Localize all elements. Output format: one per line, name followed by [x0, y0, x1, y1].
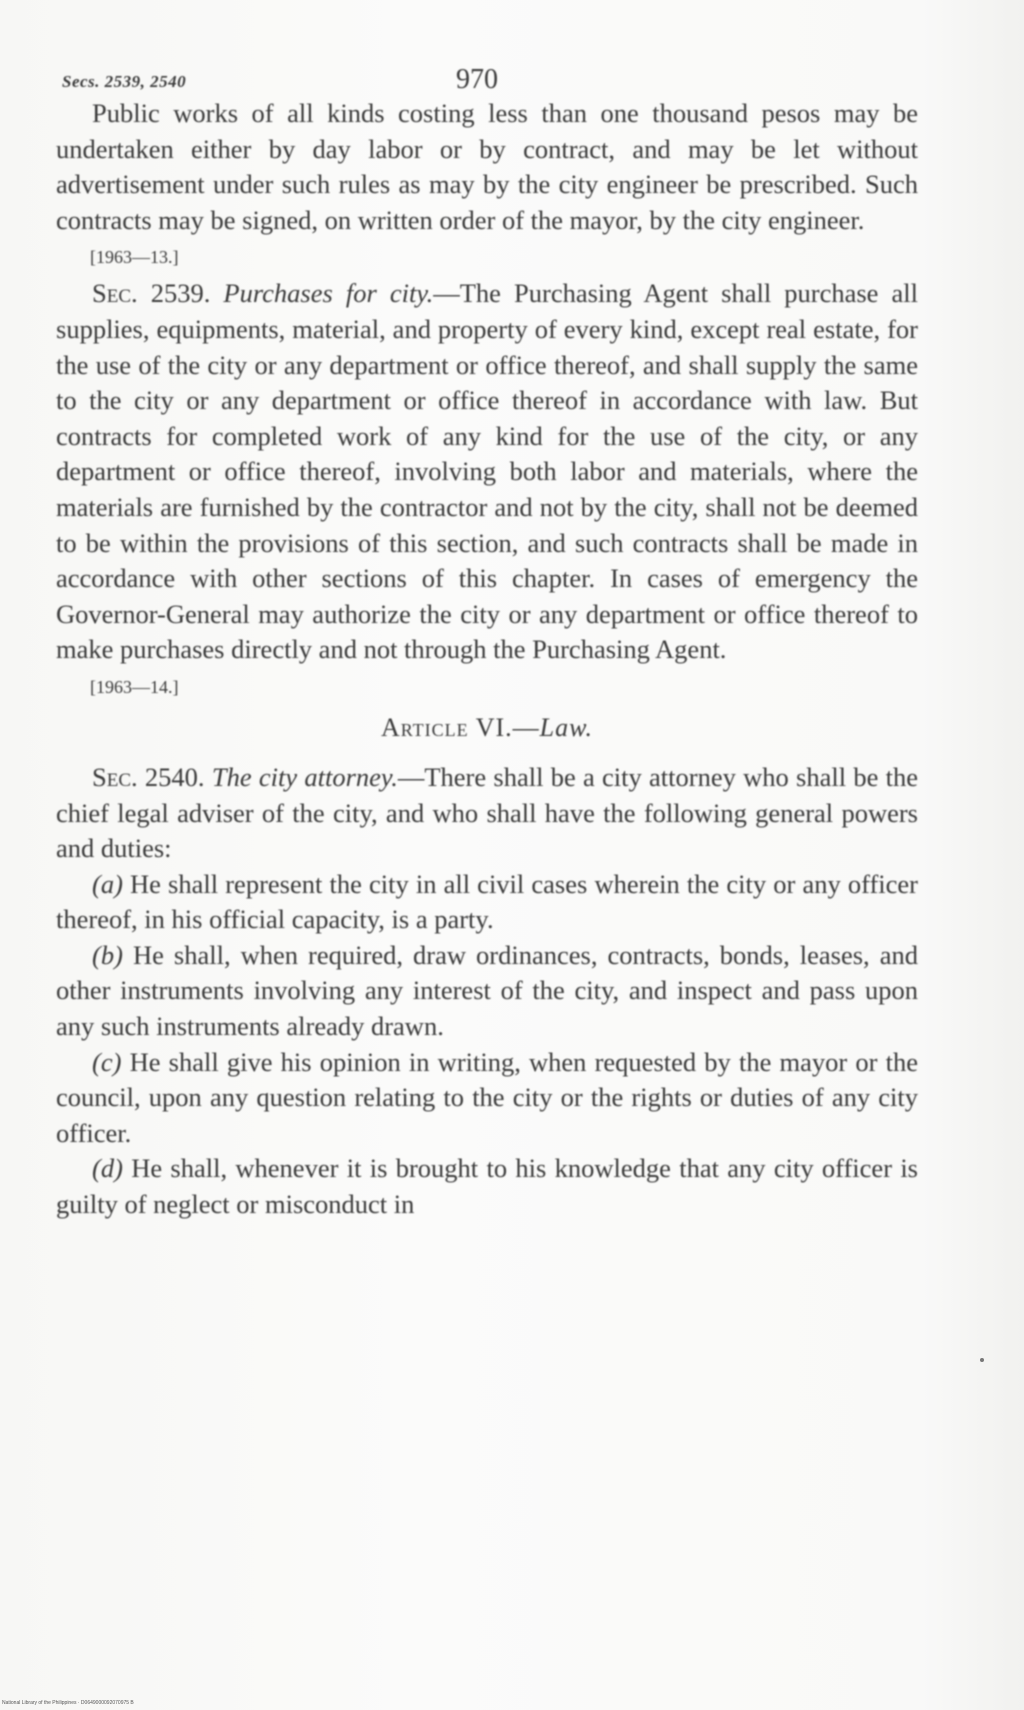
section-2540-label: Sec. 2540. — [92, 761, 205, 792]
article-label: Article VI.— — [380, 712, 540, 742]
duty-item-b-text: He shall, when required, draw ordinances, contracts, bonds, leases, and other instruments involving any interest of the city, and inspect and pass upon any such instruments already drawn. — [56, 939, 918, 1042]
page-number: 970 — [456, 64, 498, 95]
section-2540 — [56, 760, 918, 867]
paragraph-public-works: Public works of all kinds costing less than one thousand pesos may be undertaken either by day labor or by contract, and may be let without advertisement under such rules as may by the city engineer be prescribed. Such contracts may be signed, on written order of the mayor, by the city engineer. — [56, 98, 918, 235]
scan-speck — [980, 1358, 984, 1362]
article-title: Law. — [539, 712, 594, 742]
duty-item-b — [56, 938, 918, 1045]
duty-item-d-label: (d) — [92, 1153, 123, 1184]
section-2540-body: —There shall be a city attorney who shall be the chief legal adviser of the city, and who shall have the following general powers and duties: — [56, 761, 919, 864]
duty-item-c — [56, 1045, 918, 1152]
duty-item-d-text: He shall, whenever it is brought to his knowledge that any city officer is guilty of neglect or misconduct in — [56, 1153, 918, 1220]
section-reference: Secs. 2539, 2540 — [62, 72, 187, 91]
section-2539-label: Sec. 2539. — [92, 278, 211, 309]
archive-footer-note: National Library of the Philippines · D0649000092070975 B — [2, 1700, 134, 1706]
duty-item-a — [56, 867, 918, 938]
duty-item-c-label: (c) — [92, 1046, 122, 1077]
duty-item-c-text: He shall give his opinion in writing, when requested by the mayor or the council, upon any question relating to the city or the rights or duties of any city officer. — [56, 1046, 918, 1148]
duty-item-a-label: (a) — [92, 868, 123, 899]
section-2540-title: The city attorney. — [211, 761, 398, 792]
section-2539-title: Purchases for city. — [223, 278, 434, 309]
duty-item-b-label: (b) — [92, 939, 123, 970]
section-2539-body: —The Purchasing Agent shall purchase all supplies, equipments, material, and property of every kind, except real estate, for the use of the city or any department or office thereof, and shall supply the same to the city or any department or office thereof in accordance with law. But contracts for completed work of any kind for the use of the city, or any department or office thereof, involving both labor and materials, where the materials are furnished by the contractor and not by the city, shall not be deemed to be within the provisions of this section, and such contracts shall be made in accordance with other sections of this chapter. In cases of emergency the Governor-General may authorize the city or any department or office thereof to make purchases directly and not through the Purchasing Agent. — [56, 278, 918, 665]
duty-item-d — [56, 1151, 918, 1222]
citation-1963-14: [1963—14.] — [90, 676, 179, 697]
page-text-column — [56, 60, 918, 1223]
citation-1963-13: [1963—13.] — [90, 247, 179, 268]
section-2539 — [56, 276, 918, 668]
article-heading — [56, 706, 918, 750]
page-header — [56, 60, 918, 96]
duty-item-a-text: He shall represent the city in all civil cases wherein the city or any officer thereof, in his official capacity, is a party. — [56, 868, 918, 935]
